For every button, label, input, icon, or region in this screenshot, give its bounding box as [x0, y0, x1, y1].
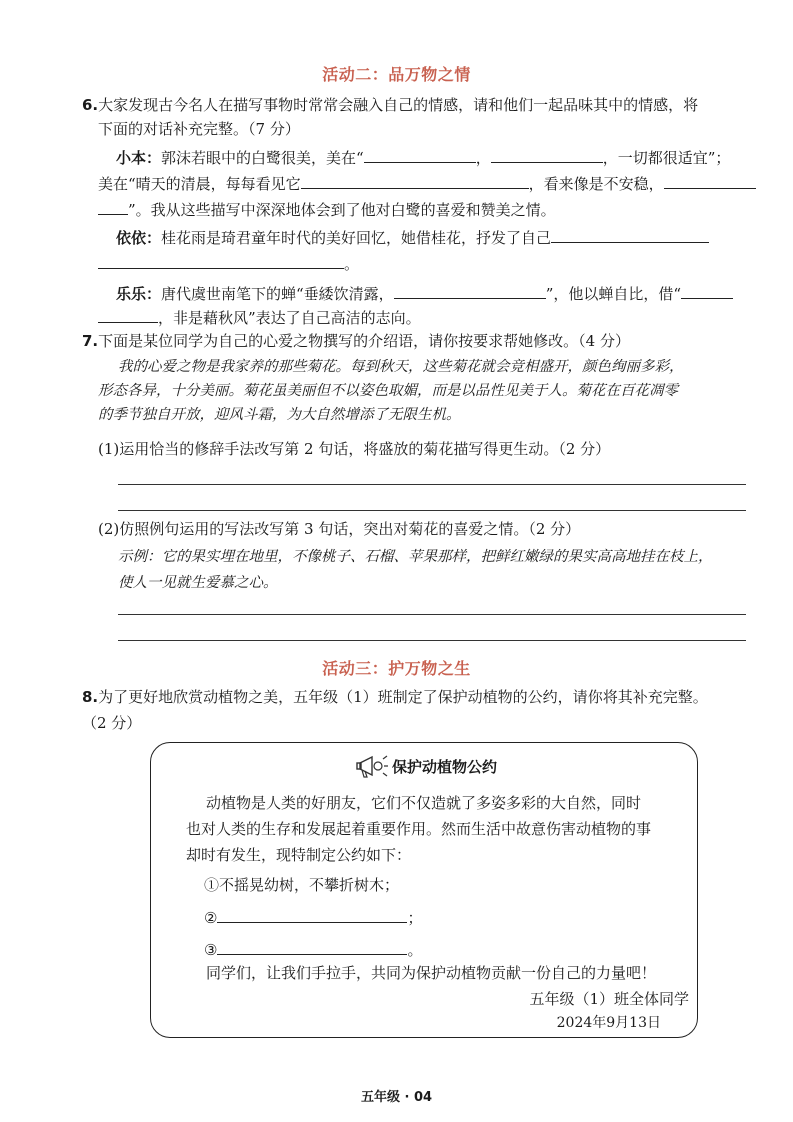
answer-blank[interactable]	[394, 282, 546, 299]
convention-para-line3: 却时有发生，现特制定公约如下：	[186, 846, 412, 864]
lele-text-b: ”，他以蝉自比，借“	[545, 285, 682, 303]
passage-line3: 的季节独自开放，迎风斗霜，为大自然增添了无限生机。	[98, 407, 461, 423]
answer-blank[interactable]	[681, 282, 733, 299]
lele-line1	[116, 282, 733, 305]
convention-para-line1: 动植物是人类的好朋友，它们不仅造就了多姿多彩的大自然，同时	[206, 794, 642, 812]
item-3-end: 。	[407, 941, 423, 959]
lele-text-a: 唐代虞世南笔下的蝉“垂緌饮清露，	[161, 285, 394, 303]
yiyi-text-b: 。	[344, 255, 360, 273]
question-6-number: 6.	[82, 96, 99, 114]
question-7-text: 下面是某位同学为自己的心爱之物撰写的介绍语，请你按要求帮她修改。（4 分）	[98, 332, 630, 350]
xiaoben-text-b: ，	[475, 149, 491, 167]
convention-item-1: ①不摇晃幼树，不攀折树木；	[204, 876, 400, 894]
example-line2: 使人一见就生爱慕之心。	[118, 575, 278, 591]
xiaoben-text-a: 郭沫若眼中的白鹭很美，美在“	[161, 149, 364, 167]
answer-blank[interactable]	[98, 252, 344, 269]
answer-blank[interactable]	[551, 226, 709, 243]
convention-item-2	[204, 906, 422, 928]
answer-blank[interactable]	[98, 198, 128, 215]
answer-line[interactable]	[118, 510, 746, 511]
speaker-yiyi: 依依：	[116, 229, 162, 247]
question-8-number: 8.	[82, 688, 99, 706]
answer-blank[interactable]	[664, 172, 756, 189]
xiaoben-line2	[98, 172, 756, 195]
activity-3-title: 活动三：护万物之生	[322, 659, 471, 678]
yiyi-line1	[116, 226, 709, 249]
xiaoben-text-f: ”。我从这些描写中深深地体会到了他对白鹭的喜爱和赞美之情。	[128, 201, 556, 219]
megaphone-icon	[354, 752, 390, 780]
answer-blank[interactable]	[98, 306, 158, 323]
sub-question-2: (2)仿照例句运用的写法改写第 3 句话，突出对菊花的喜爱之情。（2 分）	[98, 520, 581, 538]
yiyi-line2	[98, 252, 359, 275]
question-6-text-line2: 下面的对话补充完整。（7 分）	[98, 120, 300, 138]
answer-blank[interactable]	[217, 906, 407, 923]
activity-2-title: 活动二：品万物之情	[322, 65, 471, 84]
xiaoben-text-c: ，一切都很适宜”；	[602, 149, 731, 167]
xiaoben-line1	[116, 146, 730, 169]
convention-closing: 同学们，让我们手拉手，共同为保护动植物贡献一份自己的力量吧！	[206, 964, 657, 982]
xiaoben-line3	[98, 198, 556, 221]
speaker-xiaoben: 小本：	[116, 149, 162, 167]
convention-title: 保护动植物公约	[392, 758, 498, 776]
lele-text-c: ，非是藉秋风”表达了自己高洁的志向。	[158, 309, 421, 327]
example-line1: 示例：它的果实埋在地里，不像桃子、石榴、苹果那样，把鲜红嫩绿的果实高高地挂在枝上，	[118, 549, 713, 565]
answer-blank[interactable]	[301, 172, 529, 189]
question-8	[82, 686, 708, 708]
answer-line[interactable]	[118, 614, 746, 615]
answer-blank[interactable]	[364, 146, 476, 163]
answer-line[interactable]	[118, 640, 746, 641]
convention-item-3	[204, 938, 422, 960]
question-7	[82, 330, 630, 352]
question-6	[82, 94, 698, 116]
question-8-text-line2: （2 分）	[82, 714, 142, 732]
question-8-text-line1: 为了更好地欣赏动植物之美，五年级（1）班制定了保护动植物的公约，请你将其补充完整。	[98, 688, 708, 706]
question-7-number: 7.	[82, 332, 99, 350]
passage-line1: 我的心爱之物是我家养的那些菊花。每到秋天，这些菊花就会竞相盛开，颜色绚丽多彩，	[118, 359, 684, 375]
page-footer: 五年级 · 04	[360, 1090, 433, 1105]
convention-para-line2: 也对人类的生存和发展起着重要作用。然而生活中故意伤害动植物的事	[186, 820, 652, 838]
sub-question-1: (1)运用恰当的修辞手法改写第 2 句话，将盛放的菊花描写得更生动。（2 分）	[98, 440, 611, 458]
item-2-end: ；	[407, 909, 423, 927]
answer-blank[interactable]	[491, 146, 603, 163]
xiaoben-text-d: 美在“晴天的清晨，每每看见它	[98, 175, 301, 193]
lele-line2	[98, 306, 421, 329]
speaker-lele: 乐乐：	[116, 285, 162, 303]
xiaoben-text-e: ，看来像是不安稳，	[528, 175, 664, 193]
convention-signature: 五年级（1）班全体同学	[529, 990, 689, 1008]
item-2-marker: ②	[204, 909, 218, 927]
answer-blank[interactable]	[217, 938, 407, 955]
passage-line2: 形态各异，十分美丽。菊花虽美丽但不以姿色取媚，而是以品性见美于人。菊花在百花凋零	[98, 383, 678, 399]
question-6-text-line1: 大家发现古今名人在描写事物时常常会融入自己的情感，请和他们一起品味其中的情感，将	[98, 96, 699, 114]
answer-line[interactable]	[118, 484, 746, 485]
convention-date: 2024年9月13日	[556, 1015, 661, 1031]
item-3-marker: ③	[204, 941, 218, 959]
yiyi-text-a: 桂花雨是琦君童年时代的美好回忆，她借桂花，抒发了自己	[161, 229, 552, 247]
